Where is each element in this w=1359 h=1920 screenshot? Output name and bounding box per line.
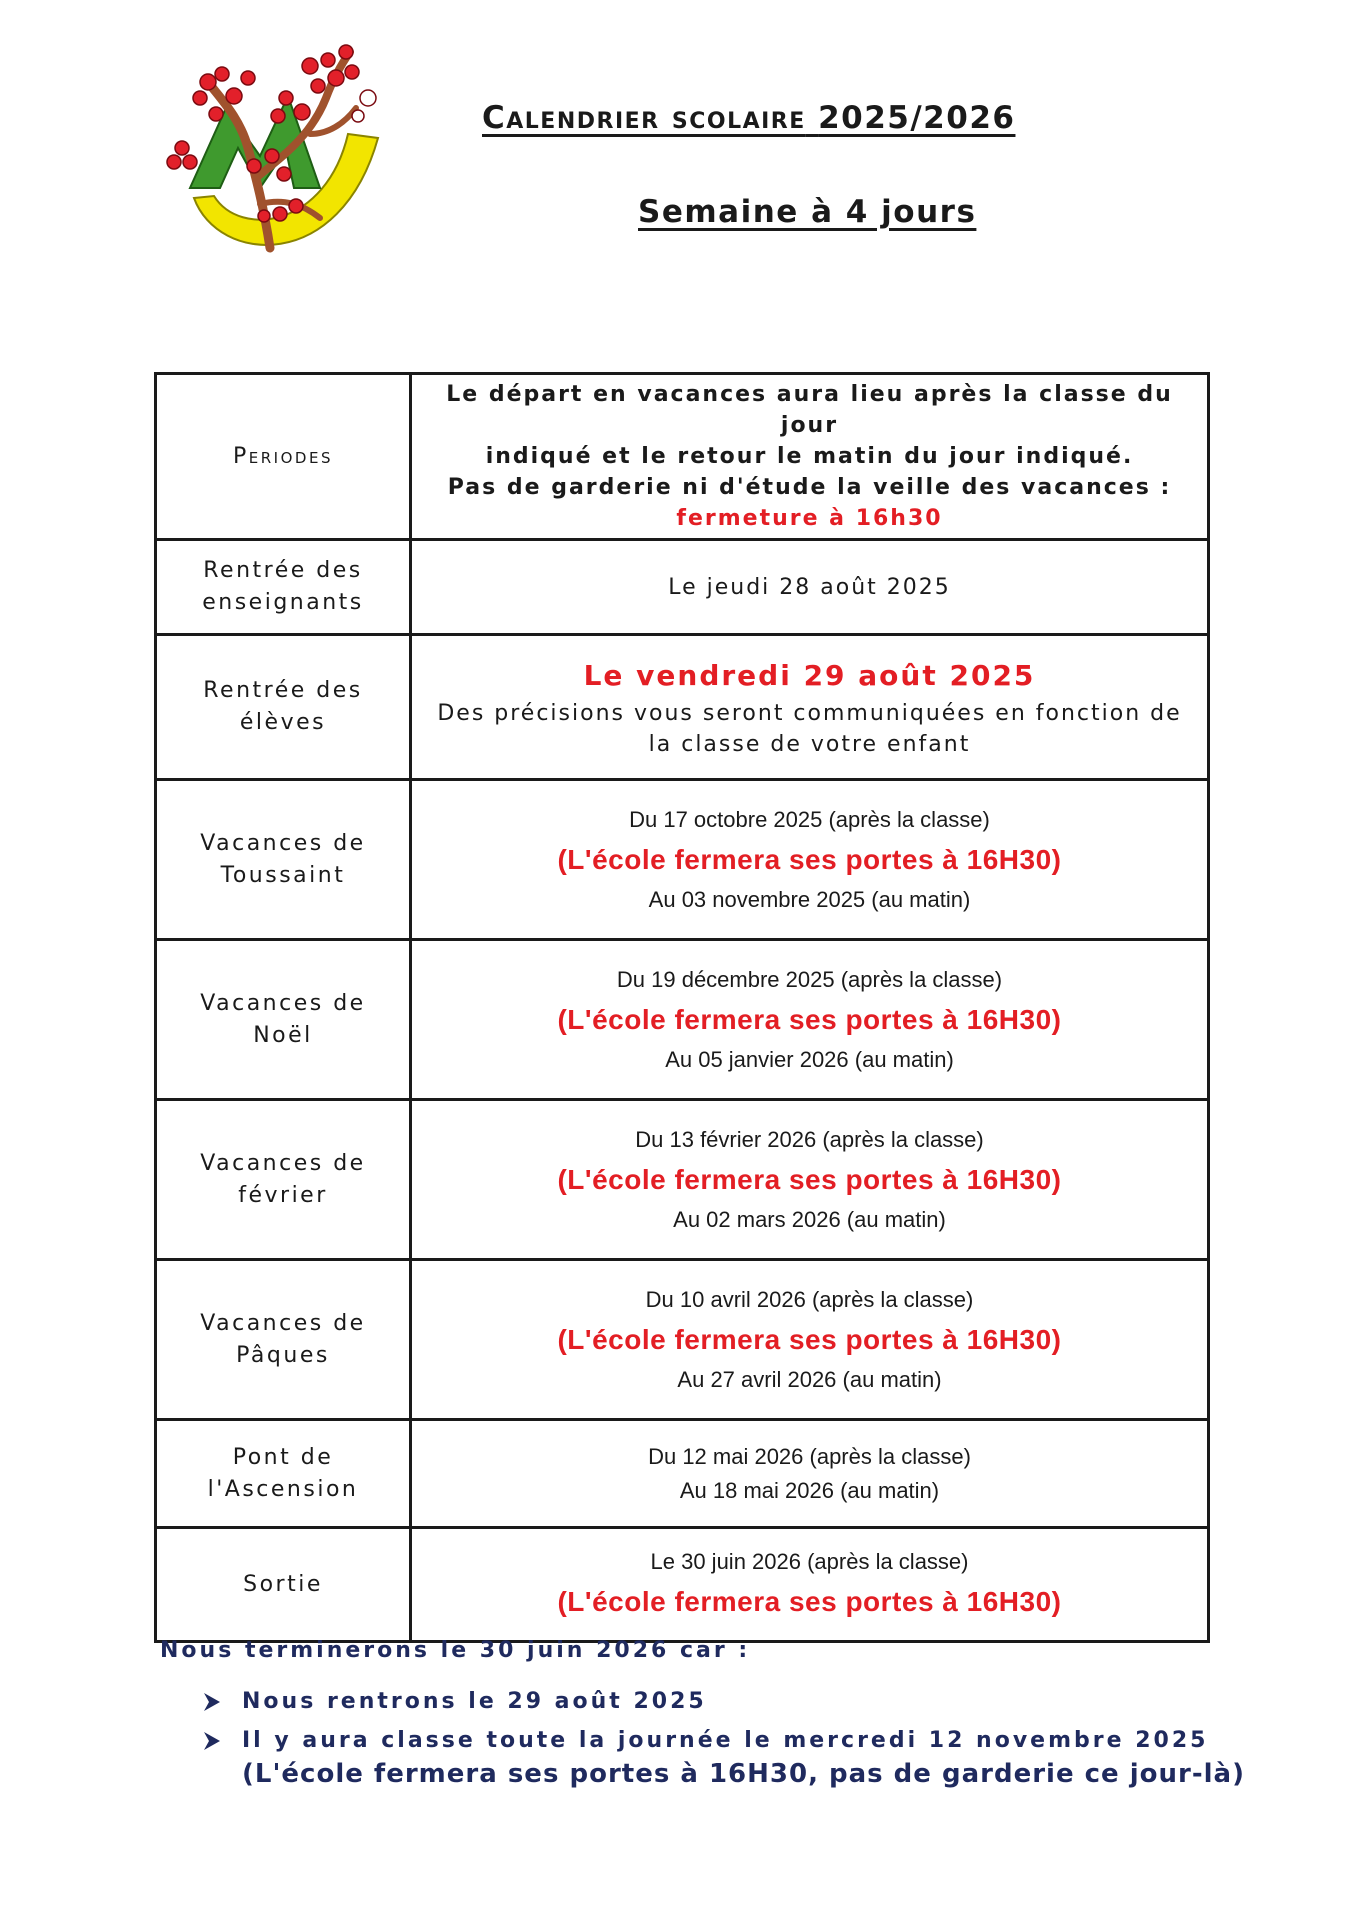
page-subtitle: Semaine à 4 jours [638,194,977,230]
period-dates: Du 10 avril 2026 (après la classe) (L'école fermera ses portes à 16H30) Au 27 avril 2026 (au matin) [411,1260,1209,1420]
table-row [156,1420,1209,1528]
school-logo [160,38,390,268]
notes-list [160,1689,1310,1789]
period-dates: Du 19 décembre 2025 (après la classe) (L'école fermera ses portes à 16H30) Au 05 janvier 2026 (au matin) [411,940,1209,1100]
list-item: Il y aura classe toute la journée le mercredi 12 novembre 2025 (L'école fermera ses portes à 16H30, pas de garderie ce jour-là) [202,1728,1310,1789]
notes-section [160,1638,1310,1803]
page-title: Calendrier scolaire 2025/2026 [482,100,1016,136]
table-row [156,780,1209,940]
period-dates: Le 30 juin 2026 (après la classe) (L'école fermera ses portes à 16H30) [411,1528,1209,1642]
table-row [156,635,1209,780]
teacher-start-date: Le jeudi 28 août 2025 [411,540,1209,635]
row-label: Pont de l'Ascension [156,1420,411,1528]
table-row [156,1260,1209,1420]
table-row [156,1100,1209,1260]
period-dates: Du 17 octobre 2025 (après la classe) (L'école fermera ses portes à 16H30) Au 03 novembre 2025 (au matin) [411,780,1209,940]
periods-header: Periodes [156,374,411,540]
row-label: Sortie [156,1528,411,1642]
notes-intro: Nous terminerons le 30 juin 2026 car : [160,1638,751,1663]
closing-warning: fermeture à 16h30 [676,506,943,531]
row-label: Rentrée des enseignants [156,540,411,635]
table-row [156,374,1209,540]
row-label: Vacances de Noël [156,940,411,1100]
arrow-bullet-icon [202,1730,222,1752]
table-row [156,1528,1209,1642]
list-item: Nous rentrons le 29 août 2025 [202,1689,1310,1714]
intro-text: Le départ en vacances aura lieu après la classe du jour indiqué et le retour le matin du jour indiqué. Pas de garderie ni d'étude la veille des vacances : fermeture à 16h30 [411,374,1209,540]
row-label: Vacances de février [156,1100,411,1260]
period-dates: Du 13 février 2026 (après la classe) (L'école fermera ses portes à 16H30) Au 02 mars 2026 (au matin) [411,1100,1209,1260]
arrow-bullet-icon [202,1691,222,1713]
period-dates: Du 12 mai 2026 (après la classe) Au 18 mai 2026 (au matin) [411,1420,1209,1528]
calendar-table [154,372,1210,1643]
table-row [156,940,1209,1100]
row-label: Vacances de Toussaint [156,780,411,940]
pupil-start-info: Le vendredi 29 août 2025 Des précisions vous seront communiquées en fonction de la classe de votre enfant [411,635,1209,780]
table-row [156,540,1209,635]
row-label: Vacances de Pâques [156,1260,411,1420]
row-label: Rentrée des élèves [156,635,411,780]
